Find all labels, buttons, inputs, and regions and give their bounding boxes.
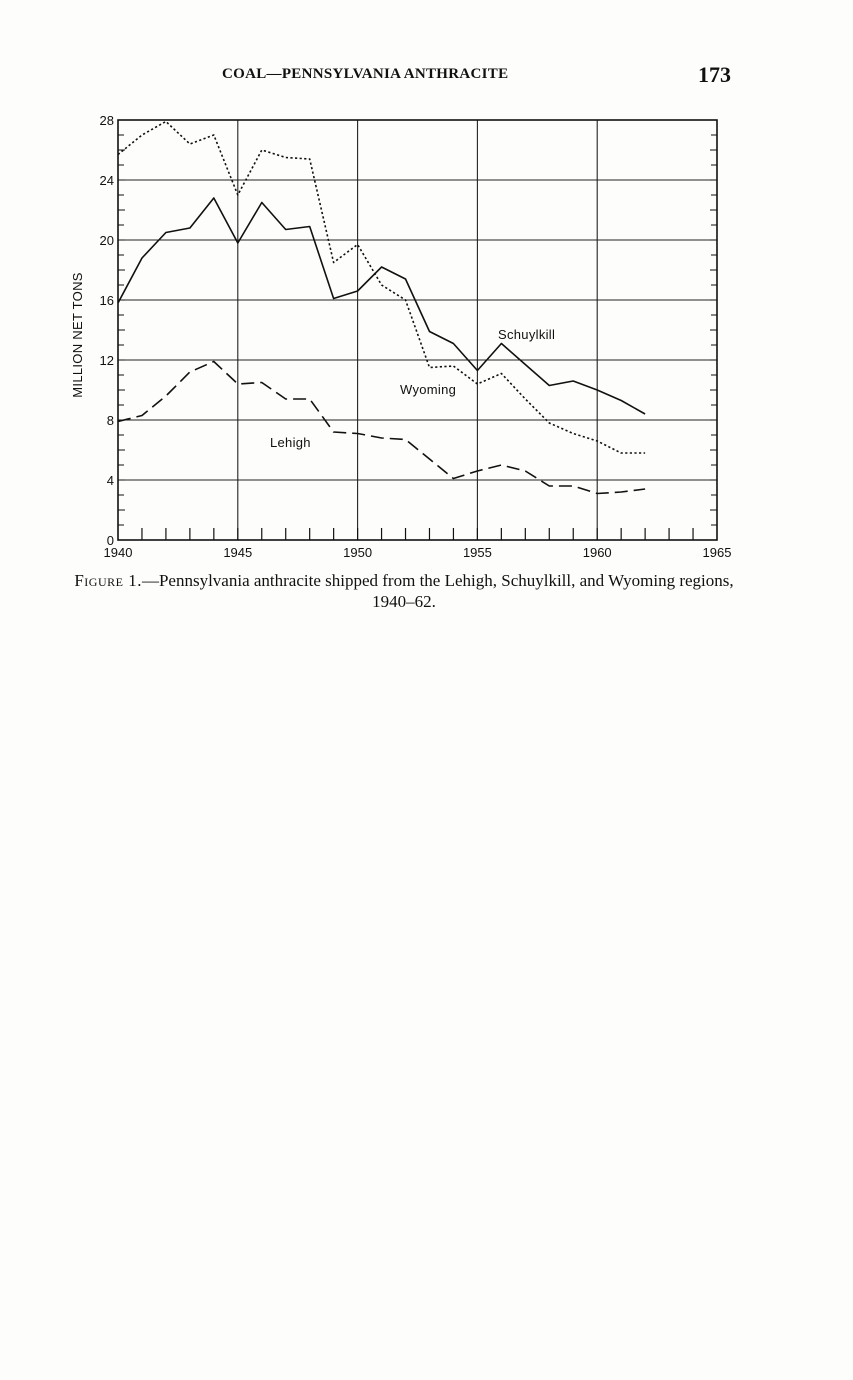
x-tick-label: 1940	[103, 545, 133, 560]
grid	[118, 120, 717, 540]
series-label-schuylkill: Schuylkill	[498, 327, 556, 342]
x-tick-label: 1960	[582, 545, 612, 560]
plot-frame	[118, 120, 717, 540]
y-tick-label: 24	[99, 173, 114, 188]
x-tick-label: 1955	[462, 545, 492, 560]
x-tick-label: 1950	[343, 545, 373, 560]
y-tick-label: 4	[106, 473, 114, 488]
series-label-lehigh: Lehigh	[270, 435, 311, 450]
series-line-lehigh	[118, 362, 645, 494]
x-tick-label: 1945	[223, 545, 253, 560]
y-tick-label: 20	[99, 233, 114, 248]
y-tick-label: 28	[99, 113, 114, 128]
series-line-schuylkill	[118, 198, 645, 414]
page-number: 173	[698, 62, 731, 87]
x-tick-label: 1965	[702, 545, 732, 560]
caption-text: —Pennsylvania anthracite shipped from the Lehigh, Schuylkill, and Wyoming regions, 1940–62.	[141, 571, 734, 611]
line-chart	[0, 0, 853, 570]
y-tick-label: 12	[99, 353, 114, 368]
y-tick-label: 0	[106, 533, 114, 548]
y-axis-label: MILLION NET TONS	[70, 272, 85, 398]
figure-label: Figure 1.	[74, 571, 142, 590]
series-label-wyoming: Wyoming	[400, 382, 457, 397]
running-title: COAL—PENNSYLVANIA ANTHRACITE	[222, 66, 509, 82]
ticks	[118, 135, 717, 540]
y-tick-label: 8	[106, 413, 114, 428]
y-tick-label: 16	[99, 293, 114, 308]
figure-caption	[64, 570, 744, 612]
series-line-wyoming	[118, 122, 645, 454]
series	[118, 122, 645, 494]
